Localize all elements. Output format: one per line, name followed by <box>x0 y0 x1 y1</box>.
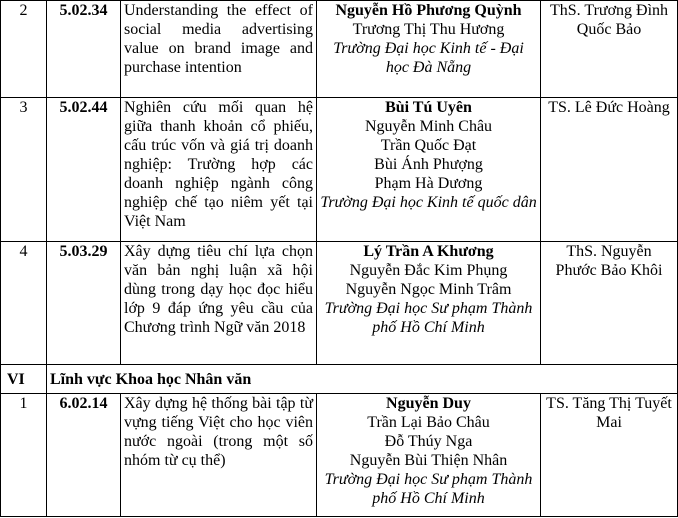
table-row <box>1 242 678 365</box>
row-number: 4 <box>1 242 47 365</box>
member: Trương Thị Thu Hương <box>352 21 505 38</box>
lead-author: Nguyễn Duy <box>386 395 471 412</box>
member: Trần Quốc Đạt <box>380 137 477 154</box>
project-code: 5.02.44 <box>47 98 121 242</box>
member: Nguyễn Đắc Kim Phụng <box>349 262 508 279</box>
authors-cell <box>317 98 541 242</box>
project-title: Xây dựng tiêu chí lựa chọn văn bản nghị luận xã hội dùng trong dạy học đọc hiểu lớp 9 đáp ứng yêu cầu của Chương trình Ngữ văn 2018 <box>121 242 317 365</box>
school: Trường Đại học Kinh tế - Đại học Đà Nẵng <box>333 40 524 76</box>
table-row <box>1 1 678 98</box>
section-number: VI <box>1 365 47 394</box>
advisor: ThS. Trương Đình Quốc Bảo <box>541 1 678 98</box>
project-title: Understanding the effect of social media advertising value on brand image and purchase intention <box>121 1 317 98</box>
member: Đỗ Thúy Nga <box>384 433 473 450</box>
member: Nguyễn Bùi Thiện Nhân <box>349 452 508 469</box>
school: Trường Đại học Sư phạm Thành phố Hồ Chí Minh <box>324 471 533 507</box>
authors-cell <box>317 1 541 98</box>
project-code: 5.02.34 <box>47 1 121 98</box>
row-number: 3 <box>1 98 47 242</box>
member: Trần Lại Bảo Châu <box>367 414 490 431</box>
project-title: Nghiên cứu mối quan hệ giữa thanh khoản cổ phiếu, cấu trúc vốn và giá trị doanh nghiệp: Trường hợp các doanh nghiệp ngành công nghiệp chế tạo niêm yết tại Việt Nam <box>121 98 317 242</box>
project-code: 5.03.29 <box>47 242 121 365</box>
table-row <box>1 98 678 242</box>
member: Bùi Ánh Phượng <box>374 156 483 173</box>
advisor: TS. Lê Đức Hoàng <box>541 98 678 242</box>
member: Nguyễn Ngọc Minh Trâm <box>345 281 512 298</box>
advisor: ThS. Nguyễn Phước Bảo Khôi <box>541 242 678 365</box>
school: Trường Đại học Kinh tế quốc dân <box>320 194 537 211</box>
row-number: 1 <box>1 394 47 517</box>
authors-cell <box>317 394 541 517</box>
section-header-row <box>1 365 678 394</box>
member: Nguyễn Minh Châu <box>364 118 493 135</box>
project-title: Xây dựng hệ thống bài tập từ vựng tiếng Việt cho học viên nước ngoài (trong một số nhóm từ cụ thể) <box>121 394 317 517</box>
authors-cell <box>317 242 541 365</box>
project-code: 6.02.14 <box>47 394 121 517</box>
lead-author: Nguyễn Hồ Phương Quỳnh <box>335 2 522 19</box>
advisor: TS. Tăng Thị Tuyết Mai <box>541 394 678 517</box>
member: Phạm Hà Dương <box>374 175 483 192</box>
row-number: 2 <box>1 1 47 98</box>
lead-author: Bùi Tú Uyên <box>385 99 472 116</box>
section-title: Lĩnh vực Khoa học Nhân văn <box>47 365 678 394</box>
lead-author: Lý Trần A Khương <box>363 243 494 260</box>
table-row <box>1 394 678 517</box>
school: Trường Đại học Sư phạm Thành phố Hồ Chí Minh <box>324 300 533 336</box>
